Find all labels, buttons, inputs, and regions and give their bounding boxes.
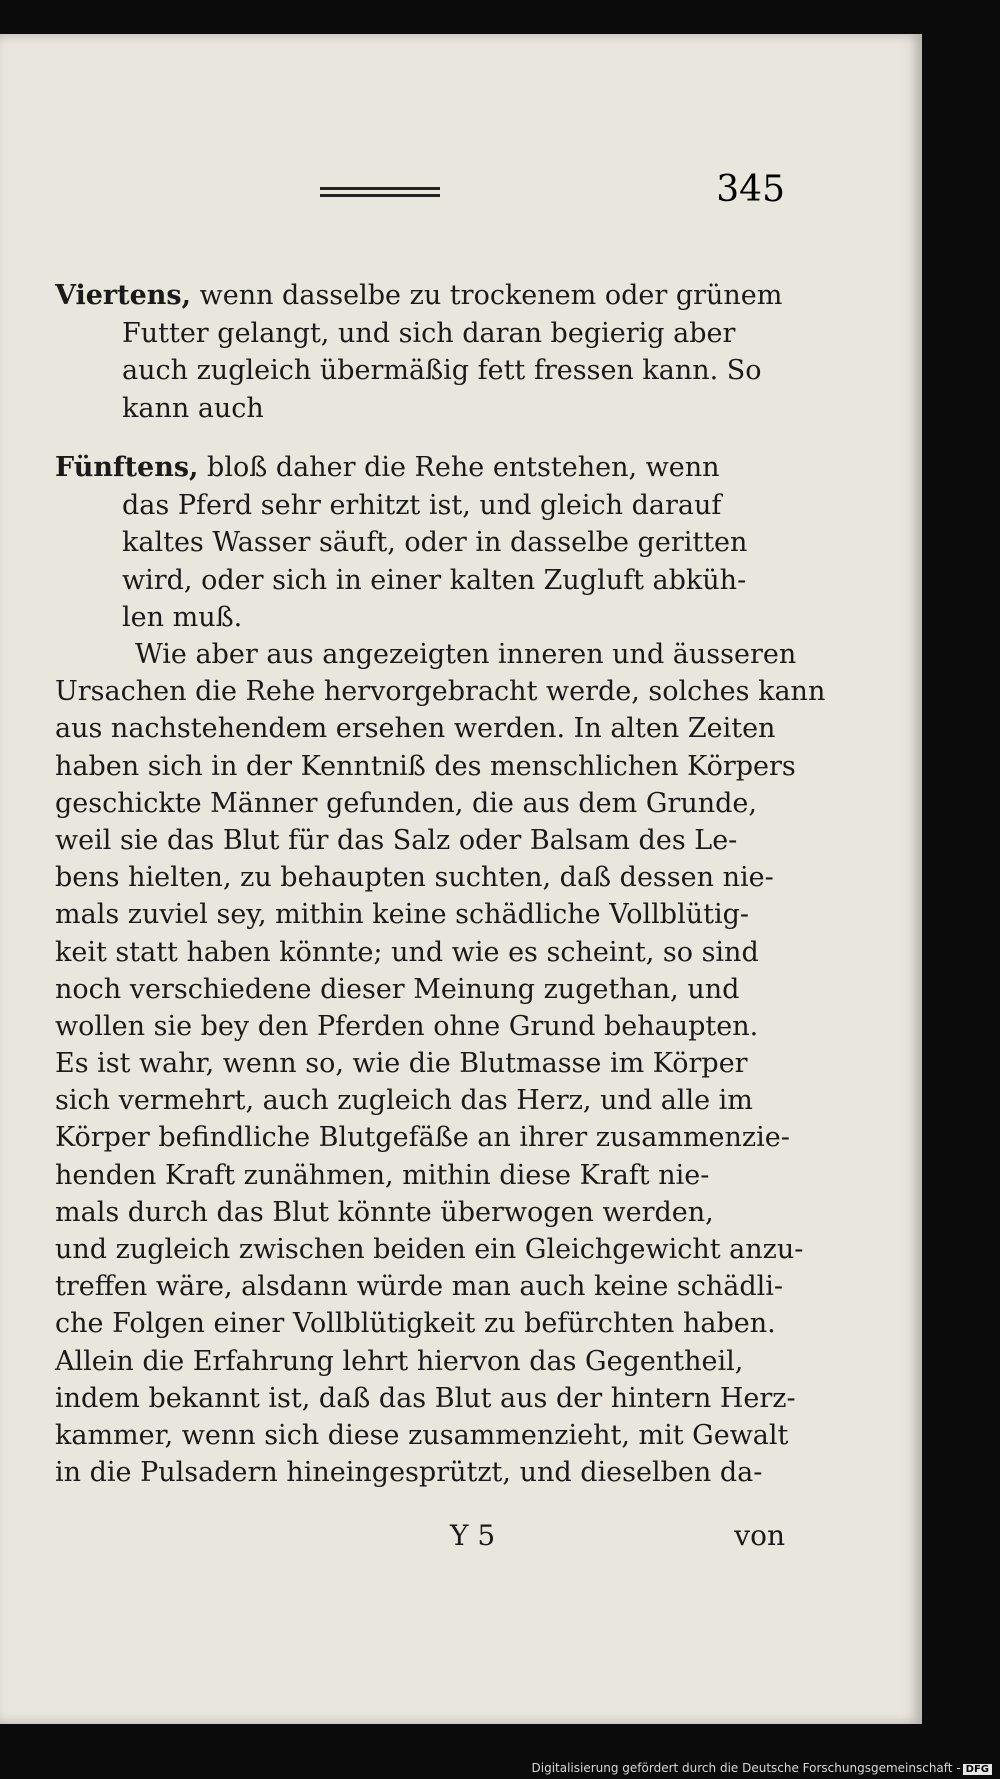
entry-term: Viertens, [55, 280, 192, 311]
entry-line: Viertens, wenn dasselbe zu trockenem oder grünem [55, 280, 783, 311]
entry-line: auch zugleich übermäßig fett fressen kann. So [122, 355, 762, 386]
page-header [270, 169, 785, 225]
paragraph-line: mals durch das Blut könnte überwogen werden, [55, 1196, 714, 1228]
paragraph-line: in die Pulsadern hineingesprützt, und dieselben da- [55, 1457, 763, 1489]
paragraph-line: sich vermehrt, auch zugleich das Herz, und alle im [55, 1085, 753, 1117]
paragraph-line: Wie aber aus angezeigten inneren und äusseren [135, 639, 797, 670]
paragraph-line: noch verschiedene dieser Meinung zugethan, und [55, 973, 740, 1005]
paragraph-line: mals zuviel sey, mithin keine schädliche Vollblütig- [55, 899, 749, 931]
signature-mark: Y 5 [450, 1519, 496, 1552]
paragraph-line: Ursachen die Rehe hervorgebracht werde, solches kann [55, 676, 826, 708]
paragraph-line: Körper befindliche Blutgefäße an ihrer zusammenzie- [55, 1122, 790, 1154]
paragraph-line: wollen sie bey den Pferden ohne Grund behaupten. [55, 1010, 759, 1042]
paragraph-line: kammer, wenn sich diese zusammenzieht, mit Gewalt [55, 1419, 789, 1451]
entry-line: das Pferd sehr erhitzt ist, und gleich darauf [122, 489, 722, 521]
digitization-credit [532, 1761, 993, 1775]
dfg-badge: DFG [963, 1764, 992, 1775]
entry-line: len muß. [122, 602, 243, 633]
paragraph-line: che Folgen einer Vollblütigkeit zu befürchten haben. [55, 1308, 776, 1340]
entry-term: Fünftens, [55, 452, 199, 483]
credit-text: Digitalisierung gefördert durch die Deutsche Forschungsgemeinschaft - [531, 1761, 961, 1775]
paragraph-line: Allein die Erfahrung lehrt hiervon das Gegentheil, [55, 1345, 744, 1377]
entry-line: Futter gelangt, und sich daran begierig aber [122, 317, 736, 349]
catchword: von [734, 1519, 785, 1552]
paragraph-line: geschickte Männer gefunden, die aus dem Grunde, [55, 787, 757, 819]
entry-line: kaltes Wasser säuft, oder in dasselbe geritten [122, 527, 748, 558]
paragraph-line: aus nachstehendem ersehen werden. In alten Zeiten [55, 713, 776, 745]
page-footer [55, 1519, 785, 1559]
paragraph-line: keit statt haben könnte; und wie es scheint, so sind [55, 936, 759, 968]
entry-line: Fünftens, bloß daher die Rehe entstehen, wenn [55, 452, 720, 483]
entry-viertens [55, 277, 785, 427]
entry-fuenftens [55, 449, 785, 637]
paragraph-line: haben sich in der Kenntniß des menschlichen Körpers [55, 750, 796, 782]
body-paragraph [55, 636, 826, 1491]
entry-line: wird, oder sich in einer kalten Zugluft abküh- [122, 564, 747, 596]
page-number: 345 [716, 169, 785, 210]
paragraph-line: treffen wäre, alsdann würde man auch keine schädli- [55, 1271, 784, 1303]
paragraph-line: indem bekannt ist, daß das Blut aus der hintern Herz- [55, 1382, 796, 1414]
header-rule [320, 187, 440, 197]
paragraph-line: bens hielten, zu behaupten suchten, daß dessen nie- [55, 862, 774, 894]
book-page [0, 34, 922, 1724]
paragraph-line: henden Kraft zunähmen, mithin diese Kraft nie- [55, 1159, 710, 1191]
entry-line: kann auch [122, 392, 264, 424]
paragraph-line: weil sie das Blut für das Salz oder Balsam des Le- [55, 824, 738, 856]
paragraph-line: und zugleich zwischen beiden ein Gleichgewicht anzu- [55, 1234, 804, 1265]
paragraph-line: Es ist wahr, wenn so, wie die Blutmasse im Körper [55, 1048, 748, 1080]
